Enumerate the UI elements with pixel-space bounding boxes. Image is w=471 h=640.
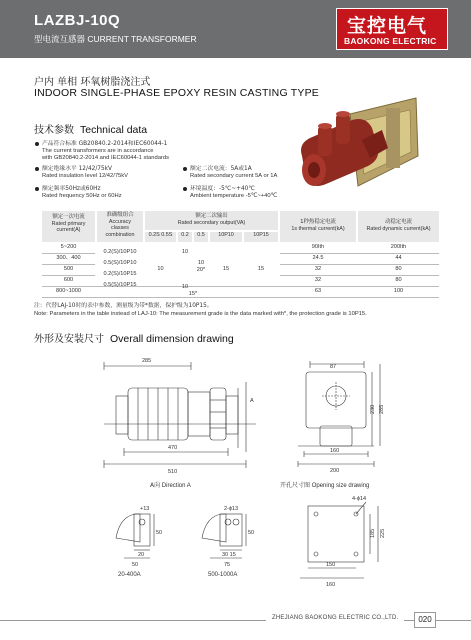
cell-out-05c: 15* bbox=[188, 291, 198, 297]
dim-a-label: A bbox=[250, 398, 254, 404]
spec-standard-en2: with GB20840.2-2014 and IEC60044-1 standards bbox=[42, 155, 169, 162]
end-view-drawing bbox=[284, 358, 388, 474]
opening-drawing bbox=[294, 492, 386, 588]
footer bbox=[0, 612, 471, 630]
th-primary bbox=[42, 211, 95, 242]
dim-50b: 50 bbox=[132, 562, 139, 568]
caption-20-400a: 20-400A bbox=[118, 572, 141, 578]
footer-company: ZHEJIANG BAOKONG ELECTRIC CO.,LTD. bbox=[266, 615, 404, 621]
spec-frequency-cn: 额定频率50Hz或60Hz bbox=[42, 186, 101, 192]
model-title: LAZBJ-10Q bbox=[34, 12, 121, 29]
th-output-en: Rated secondary output(VA) bbox=[177, 219, 246, 226]
th-sub-4: 10P15 bbox=[244, 232, 278, 242]
th-accuracy-cn: 准确级组合 bbox=[106, 212, 134, 218]
parameter-table bbox=[42, 211, 439, 297]
cell-out-10p10: 15 bbox=[222, 266, 230, 272]
cell-out-10p15: 15 bbox=[257, 266, 265, 272]
cell-acc-0: 0.2(S)/10P10 bbox=[103, 249, 137, 255]
tech-heading-cn: 技术参数 bbox=[34, 125, 74, 136]
th-sub-2: 0.5 bbox=[194, 232, 208, 242]
dim-4-14: 4-ɸ14 bbox=[352, 496, 367, 502]
cell-dynamic-2: 80 bbox=[395, 266, 402, 272]
spec-standard bbox=[42, 141, 272, 163]
title-en: INDOOR SINGLE-PHASE EPOXY RESIN CASTING TYPE bbox=[34, 87, 319, 99]
page-number: 020 bbox=[414, 612, 436, 628]
th-dynamic bbox=[358, 211, 439, 242]
terminal-drawing-small bbox=[110, 500, 170, 570]
dim-50a: 50 bbox=[156, 530, 163, 536]
th-dynamic-en: Rated dynamic current(kA) bbox=[366, 225, 431, 232]
spec-frequency-en: Rated frequency 50Hz or 60Hz bbox=[42, 193, 122, 200]
brand-name-en: BAOKONG ELECTRIC bbox=[344, 36, 437, 46]
dim-75: 75 bbox=[224, 562, 231, 568]
spec-standard-en1: The current transformers are in accordance bbox=[42, 148, 154, 155]
dim-150: 150 bbox=[326, 562, 336, 568]
dim-160h: 160 bbox=[326, 582, 336, 588]
cell-dynamic-3: 80 bbox=[395, 277, 402, 283]
spec-insulation-cn: 额定绝缘水平 12/42/75kV bbox=[42, 166, 112, 172]
spec-secondary-cn: 额定二次电流：5A或1A bbox=[190, 166, 252, 172]
dim-285b: 285 bbox=[379, 404, 385, 414]
brand-logo bbox=[336, 8, 448, 50]
cell-thermal-4: 63 bbox=[314, 288, 322, 294]
th-primary-en2: current(A) bbox=[56, 227, 81, 234]
cell-primary-4: 800~1000 bbox=[55, 288, 82, 294]
cell-dynamic-1: 44 bbox=[395, 255, 402, 261]
cell-acc-1: 0.5(S)/10P10 bbox=[103, 260, 137, 266]
opening-en: Opening size drawing bbox=[311, 483, 370, 489]
dim-160: 160 bbox=[330, 448, 340, 454]
th-accuracy-en1: Accuracy bbox=[108, 218, 132, 225]
header-banner bbox=[0, 0, 471, 58]
cell-out-02s: 10 bbox=[157, 266, 164, 272]
cell-acc-3: 0.5(S)/10P15 bbox=[103, 282, 137, 288]
dim-285: 285 bbox=[142, 358, 152, 364]
th-dynamic-cn: 动稳定电流 bbox=[385, 219, 412, 225]
cell-out-02b: 10 bbox=[181, 284, 189, 290]
dim-13: +13 bbox=[140, 506, 150, 512]
tech-heading bbox=[34, 121, 147, 136]
bullet bbox=[183, 187, 187, 191]
spec-secondary bbox=[190, 166, 370, 180]
direction-a-caption bbox=[150, 480, 191, 489]
direction-a-cn: A向 bbox=[150, 482, 161, 489]
opening-cn: 开孔尺寸图 bbox=[280, 482, 311, 489]
brand-name-cn: 宝控电气 bbox=[347, 15, 428, 37]
dim-200: 200 bbox=[330, 468, 340, 474]
spec-standard-cn: 产品符合标准 GB20840.2-2014和IEC60044-1 bbox=[42, 141, 168, 147]
dim-225: 225 bbox=[380, 528, 386, 538]
terminal-drawing-large bbox=[196, 500, 264, 570]
product-image bbox=[292, 86, 432, 198]
th-output-cn: 额定二次输出 bbox=[195, 213, 228, 219]
tech-heading-en: Technical data bbox=[80, 124, 148, 136]
bullet bbox=[35, 167, 39, 171]
note-en: Note: Parameters in the table instead of LAJ-10: The measurement grade is the data marked with*, the protection grade is 10P15. bbox=[34, 311, 367, 317]
table-note bbox=[34, 302, 367, 318]
cell-primary-3: 600 bbox=[63, 277, 74, 283]
dim-510: 510 bbox=[168, 469, 178, 474]
title-cn: 户内 单相 环氧树脂浇注式 bbox=[34, 77, 151, 88]
cell-out-05a: 10 bbox=[197, 260, 205, 266]
cell-dynamic-4: 100 bbox=[393, 288, 404, 294]
th-thermal-cn: 1秒热稳定电流 bbox=[300, 219, 336, 225]
cell-thermal-2: 32 bbox=[314, 266, 322, 272]
th-accuracy bbox=[97, 211, 143, 242]
cell-primary-1: 300、400 bbox=[56, 255, 81, 261]
cell-thermal-0: 90Ith bbox=[311, 244, 325, 250]
side-view-drawing bbox=[98, 352, 268, 474]
th-accuracy-en3: combination bbox=[105, 231, 135, 238]
dim-230: 230 bbox=[370, 404, 376, 414]
cell-thermal-1: 24.5 bbox=[312, 255, 324, 261]
opening-caption bbox=[280, 480, 369, 489]
dim-50c: 50 bbox=[248, 530, 255, 536]
row-divider bbox=[42, 297, 439, 298]
th-primary-cn: 额定一次电流 bbox=[52, 214, 85, 220]
spec-ambient-en: Ambient temperature -5℃~+40℃ bbox=[190, 193, 278, 200]
caption-500-1000a: 500-1000A bbox=[208, 572, 238, 578]
dim-20: 20 bbox=[138, 552, 145, 558]
bullet bbox=[183, 167, 187, 171]
cell-out-05b: 20* bbox=[196, 267, 206, 273]
th-output bbox=[145, 211, 278, 230]
dim-185: 185 bbox=[370, 528, 376, 538]
cell-out-02: 10 bbox=[181, 249, 189, 255]
spec-secondary-en: Rated secondary current 5A or 1A bbox=[190, 173, 278, 180]
note-cn: 注：代替LAJ-10时的表中参数，测量级为带*数据，保护级为10P15。 bbox=[34, 303, 213, 309]
th-accuracy-en2: classes bbox=[111, 225, 129, 232]
dim-30-15: 30 15 bbox=[222, 552, 236, 558]
spec-insulation-en: Rated insulation level 12/42/75kV bbox=[42, 173, 129, 180]
dim-2-13: 2-ɸ13 bbox=[224, 506, 239, 512]
th-primary-en1: Rated primary bbox=[51, 220, 86, 227]
cell-primary-0: 5~200 bbox=[60, 244, 77, 250]
cell-thermal-3: 32 bbox=[314, 277, 322, 283]
header-subtitle: 型电流互感器 CURRENT TRANSFORMER bbox=[34, 34, 197, 44]
th-thermal-en: 1s thermal current(kA) bbox=[291, 225, 345, 232]
dimension-heading bbox=[34, 330, 234, 345]
cell-primary-2: 500 bbox=[63, 266, 74, 272]
spec-ambient bbox=[190, 186, 370, 200]
th-thermal bbox=[280, 211, 356, 242]
dimension-heading-cn: 外形及安装尺寸 bbox=[34, 334, 104, 345]
th-sub-1: 0.2 bbox=[178, 232, 192, 242]
bullet bbox=[35, 187, 39, 191]
th-sub-0: 0.2S 0.5S bbox=[145, 232, 176, 242]
th-sub-3: 10P10 bbox=[210, 232, 242, 242]
dim-87: 87 bbox=[330, 364, 337, 370]
bullet bbox=[35, 142, 39, 146]
cell-dynamic-0: 200Ith bbox=[390, 244, 407, 250]
dimension-heading-en: Overall dimension drawing bbox=[110, 333, 234, 345]
cell-acc-2: 0.2(S)/10P15 bbox=[103, 271, 137, 277]
spec-ambient-cn: 环境温度：-5℃~+40℃ bbox=[190, 186, 255, 192]
direction-a-en: Direction A bbox=[161, 483, 191, 489]
dim-470: 470 bbox=[168, 445, 178, 451]
